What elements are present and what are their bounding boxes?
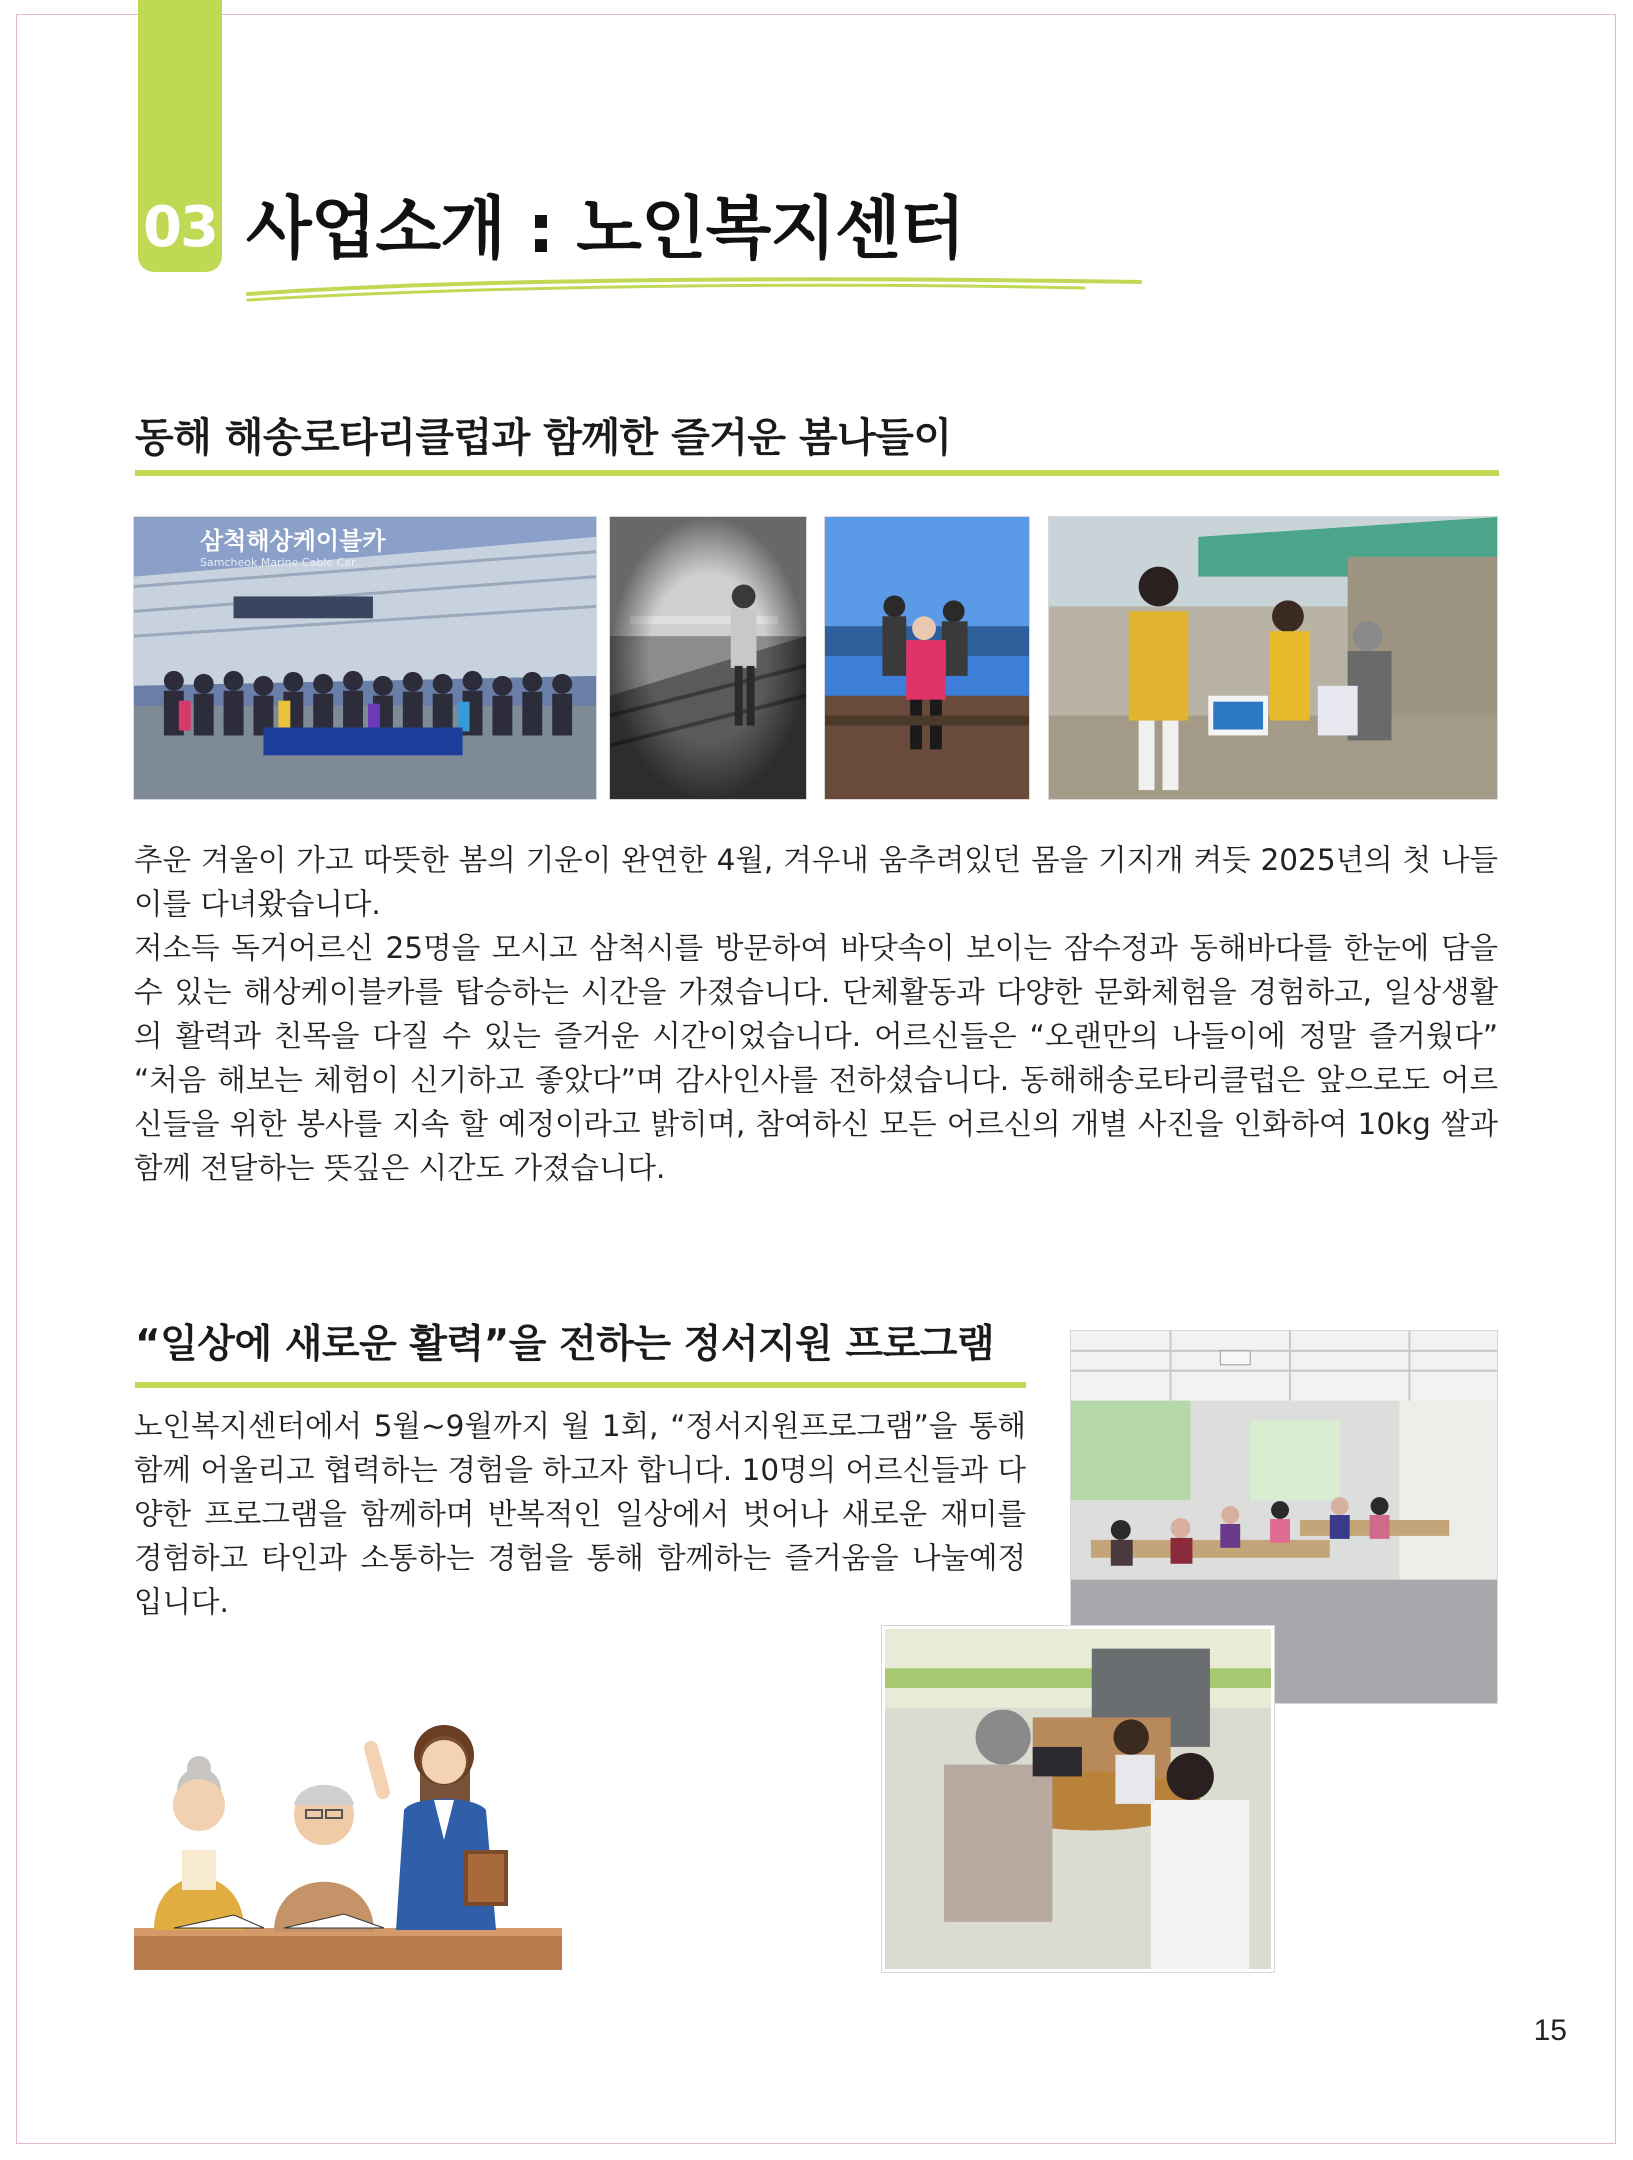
photo-seaside-seated [824, 516, 1030, 800]
section-heading-spring-outing: 동해 해송로타리클럽과 함께한 즐거운 봄나들이 [135, 415, 952, 461]
emotional-support-description: 노인복지센터에서 5월~9월까지 월 1회, “정서지원프로그램”을 통해 함께 어울리고 협력하는 경험을 하고자 합니다. 10명의 어르신들과 다양한 프로그램을 함께하며 반복적인 일상에서 벗어나 새로운 재미를 경험하고 타인과 소통하는 경험을 통해 함께하는 즐거움을 나눌예정입니다. [134, 1409, 1026, 1619]
section-heading-underline [135, 1382, 1026, 1388]
photo-sign-text: 삼척해상케이블카 [200, 527, 386, 555]
photo-boardwalk-woman [609, 516, 807, 800]
page-title: 사업소개 : 노인복지센터 [246, 190, 965, 269]
title-underline-swash [244, 272, 1144, 306]
photo-sign-subtext: Samcheok Marine Cable Car [200, 556, 356, 569]
illustration-teacher-elderly-students [134, 1700, 564, 1970]
section-heading-emotional-support: “일상에 새로운 활력”을 전하는 정서지원 프로그램 [135, 1322, 995, 1367]
paragraph: 저소득 독거어르신 25명을 모시고 삼척시를 방문하여 바닷속이 보이는 잠수정과 동해바다를 한눈에 담을 수 있는 해상케이블카를 탑승하는 시간을 가졌습니다. 단체활동과 다양한 문화체험을 경험하고, 일상생활의 활력과 친목을 다질 수 있는 즐거운 시간이었습니다. 어르신들은 “오랜만의 나들이에 정말 즐거웠다” “처음 해보는 체험이 신기하고 좋았다”며 감사인사를 전하셨습니다. 동해해송로타리클럽은 앞으로도 어르신들을 위한 봉사를 지속 할 예정이라고 밝히며, 참여하신 모든 어르신의 개별 사진을 인화하여 10kg 쌀과 함께 전달하는 뜻깊은 시간도 가졌습니다. [134, 931, 1498, 1185]
paragraph: 추운 겨울이 가고 따뜻한 봄의 기운이 완연한 4월, 겨우내 움추려있던 몸을 기지개 켜듯 2025년의 첫 나들이를 다녀왔습니다. [134, 843, 1498, 921]
photo-rice-delivery [1048, 516, 1498, 800]
spring-outing-description [134, 838, 1498, 1190]
section-number: 03 [143, 195, 217, 260]
photo-one-on-one-activity [882, 1626, 1274, 1972]
section-heading-underline [135, 470, 1499, 476]
page-number: 15 [1533, 2014, 1567, 2047]
